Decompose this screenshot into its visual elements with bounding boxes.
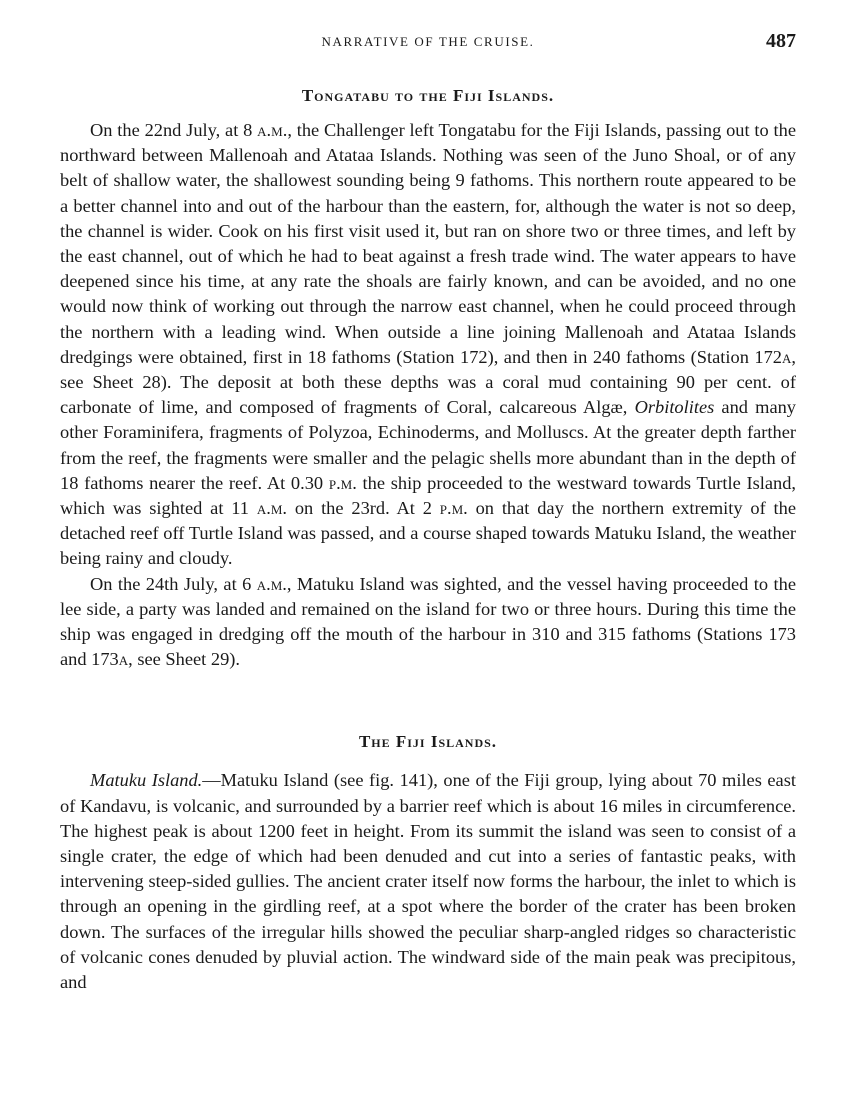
page-number: 487	[766, 30, 796, 52]
italic-text: Matuku Island.	[90, 770, 203, 791]
section-heading-fiji: The Fiji Islands.	[358, 732, 498, 752]
paragraph	[60, 768, 796, 995]
text-run: on the 23rd. At 2	[287, 498, 440, 519]
text-run: and many other Foraminifera, fragments of Polyzoa, Echinoderms, and Molluscs. At the greater depth farther from the reef, the fragments were smaller and the pelagic shells more abundant than in the depth of 18 fathoms nearer the reef. At 0.30	[60, 397, 797, 493]
paragraph	[60, 572, 796, 673]
text-run: , the Challenger left Tongatabu for the Fiji Islands, passing out to the northward between Mallenoah and Atataa Islands. Nothing was seen of the Juno Shoal, or of any belt of shallow water, the shallowest sounding being 9 fathoms. This northern route appeared to be a better channel into and out of the harbour than the eastern, for, although the water is not so deep, the channel is wider. Cook on his first visit used it, but ran on shore two or three times, and left by the east channel, out of which he had to beat against a fresh trade wind. The water appears to have deepened since his time, at any rate the shoals are fairly known, and can be avoided, and no one would now think of working out through the narrow east channel, when he could proceed through the northern with a leading wind. When outside a line joining Mallenoah and Atataa Islands dredgings were obtained, first in 18 fathoms (Station 172), and then in 240 fathoms (Station 172	[60, 120, 796, 367]
small-caps-text: a.m.	[256, 573, 287, 594]
small-caps-text: p.m.	[439, 498, 468, 519]
small-caps-text: a	[782, 346, 792, 367]
text-run: on that day the northern extremity of the detached reef off Turtle Island was passed, and a course shaped towards Matuku Island, the weather being rainy and cloudy.	[60, 498, 796, 569]
book-page	[60, 28, 796, 1088]
small-caps-text: a.m.	[256, 498, 287, 519]
italic-text: Orbitolites	[634, 397, 715, 418]
small-caps-text: a	[118, 649, 129, 670]
text-run: , see Sheet 29).	[128, 649, 240, 670]
text-run: the ship proceeded to the westward towards Turtle Island, which was sighted at 11	[60, 472, 796, 519]
running-title: NARRATIVE OF THE CRUISE.	[321, 34, 535, 49]
text-run: On the 24th July, at 6	[90, 573, 257, 594]
text-run: —Matuku Island (see fig. 141), one of the Fiji group, lying about 70 miles east of Kandavu, is volcanic, and surrounded by a barrier reef which is about 16 miles in circumference. The highest peak is about 1200 feet in height. From its summit the island was seen to consist of a single crater, the edge of which had been denuded and cut into a series of fantastic peaks, with intervening steep-sided gullies. The ancient crater itself now forms the harbour, the inlet to which is through an opening in the girdling reef, at a spot where the border of the crater has been broken down. The surfaces of the irregular hills showed the peculiar sharp-angled ridges so characteristic of volcanic cones denuded by pluvial action. The windward side of the main peak was precipitous, and	[60, 770, 796, 993]
text-run: On the 22nd July, at 8	[90, 120, 258, 140]
small-caps-text: a.m.	[257, 120, 288, 140]
running-header	[60, 28, 796, 58]
text-run: , see Sheet 28). The deposit at both these depths was a coral mud containing 90 per cent. of carbonate of lime, and composed of fragments of Coral, calcareous Algæ,	[60, 346, 796, 418]
section-heading-tongatabu: Tongatabu to the Fiji Islands.	[301, 86, 555, 105]
small-caps-text: p.m.	[328, 472, 357, 493]
text-run: , Matuku Island was sighted, and the vessel having proceeded to the lee side, a party was landed and remained on the island for two or three hours. During this time the ship was engaged in dredging off the mouth of the harbour in 310 and 315 fathoms (Stations 173 and 173	[60, 573, 796, 670]
paragraph	[60, 118, 796, 572]
